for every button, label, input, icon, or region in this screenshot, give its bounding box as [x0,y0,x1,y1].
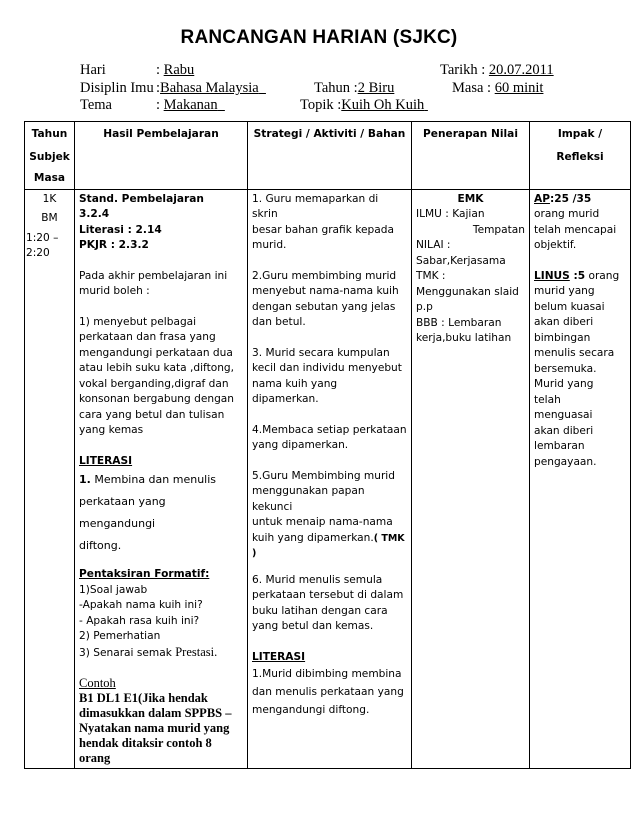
header-nilai: Penerapan Nilai [412,122,530,190]
impak-line: akan diberi [534,316,594,328]
pentaksiran-line: 1)Soal jawab [79,583,148,596]
activity-line: 2.Guru membimbing murid [252,269,397,282]
objective-line: perkataan dan frasa yang [79,331,216,343]
impak-line: murid yang [534,285,595,297]
std-title: Stand. Pembelajaran [79,192,204,205]
objective-line: vokal berganding,digraf dan [79,377,229,390]
header-tahun-subjek-masa [25,122,75,190]
pentaksiran-text-serif: Prestasi. [175,644,218,659]
objective-line: konsonan bergabung dengan [79,393,235,405]
contoh-line: orang [79,751,111,765]
pentaksiran-heading: Pentaksiran Formatif: [79,568,210,580]
header-impak-b: Refleksi [556,150,604,163]
nilai-line: Tempatan [472,223,525,236]
hari-row: : Rabu [156,62,195,78]
impak-line: akan diberi [534,424,594,437]
activity-text: kuih yang dipamerkan. [252,531,374,544]
disiplin-value: Bahasa Malaysia [160,80,259,96]
tahun-label: Tahun : [314,80,358,96]
impak-line: telah mencapai [534,223,617,236]
activity-line: 6. Murid menulis semula [252,573,383,586]
std-code: 3.2.4 [79,208,110,220]
objective-line: 1) menyebut pelbagai [79,315,197,328]
literasi-line: diftong. [79,539,122,552]
header-masa: Masa [33,172,66,184]
contoh-line: dimasukkan dalam SPPBS – [79,706,232,720]
subjek-value: BM [41,212,58,224]
activity-line: 4.Membaca setiap perkataan [252,423,407,436]
pentaksiran-text: 3) Senarai semak [79,646,176,659]
disiplin-label: Disiplin Imu [80,80,154,96]
ap-label: AP [534,192,550,205]
linus-label: LINUS [534,269,570,282]
activity-line: menyebut nama-nama kuih [252,285,399,297]
activity-line: yang dipamerkan. [252,439,349,451]
activity-line: 1. Guru memaparkan di skrin [252,192,379,220]
activity-line: dan menulis perkataan yang [252,686,404,698]
hari-label: Hari [80,62,106,78]
impak-line: objektif. [534,239,577,251]
header-impak-a: Impak / [557,128,603,140]
std-pkjr: PKJR : 2.3.2 [79,239,149,251]
table-header-row [25,122,631,190]
literasi-line [79,469,243,491]
objective-line: yang kemas [79,424,144,436]
tahun-row [314,80,394,97]
tarikh-label: Tarikh : [440,62,486,78]
impak-line: telah [534,393,561,406]
literasi-line: perkataan yang mengandungi [79,495,166,530]
nilai-line: NILAI : [416,239,451,251]
tema-row: : Makanan [156,97,218,113]
activity-line [252,531,407,562]
nilai-line: BBB : Lembaran [416,316,502,329]
activity-line: murid. [252,239,287,251]
linus-line [534,269,626,285]
pentaksiran-line: 2) Pemerhatian [79,630,161,642]
pentaksiran-line: -Apakah nama kuih ini? [79,599,203,611]
literasi-text: Membina dan menulis [90,473,217,486]
impak-line: lembaran [534,440,585,452]
objective-intro-2: murid boleh : [79,285,150,297]
header-subjek: Subjek [29,150,70,163]
nilai-line: Sabar,Kerjasama [416,254,506,267]
header-hasil: Hasil Pembelajaran [75,122,248,190]
masa-row [452,80,543,97]
impak-line: orang murid [534,208,600,220]
tema-label: Tema [80,97,112,113]
ap-line [534,192,626,208]
emk-heading: EMK [457,192,484,205]
tema-value: Makanan [163,97,218,113]
literasi-heading: LITERASI [252,650,306,663]
activity-line: 5.Guru Membimbing murid [252,469,395,482]
literasi-num: 1. [79,473,91,486]
activity-line: buku latihan dengan cara [252,604,388,617]
masa-label: Masa : [452,80,492,96]
activity-line: 1.Murid dibimbing membina [252,668,402,680]
activity-line: perkataan tersebut di dalam [252,589,404,601]
activity-line: yang betul dan kemas. [252,620,374,632]
tarikh-row [440,62,554,79]
cell-strategi-aktiviti [248,189,412,769]
activity-line: kecil dan individu menyebut [252,362,402,374]
header-tahun: Tahun [31,128,68,140]
cell-hasil-pembelajaran [75,189,248,769]
contoh-line: B1 DL1 E1(Jika hendak [79,691,208,705]
objective-intro: Pada akhir pembelajaran ini [79,269,228,282]
objective-line: atau lebih suku kata ,diftong, [79,362,235,374]
pentaksiran-line [79,645,243,662]
impak-line: belum kuasai [534,300,605,313]
impak-line: Murid yang [534,378,594,390]
hari-value: Rabu [163,62,195,78]
contoh-heading: Contoh [79,676,116,690]
masa-value: 60 minit [494,80,544,96]
nilai-line: TMK : [416,270,446,282]
page-title: RANCANGAN HARIAN (SJKC) [180,27,458,48]
header-strategi: Strategi / Aktiviti / Bahan [248,122,412,190]
cell-tahun-subjek-masa [25,189,75,769]
tmk-tag: ( TMK ) [252,532,405,559]
ap-value: :25 /35 [549,192,592,205]
header-impak [530,122,631,190]
topik-row [300,97,428,114]
nilai-line: ILMU : Kajian [416,208,485,220]
activity-line: besar bahan grafik kepada [252,223,394,236]
activity-line: mengandungi diftong. [252,704,370,716]
masa-start: 1:20 – [26,231,59,244]
activity-line: untuk menaip nama-nama [252,516,393,528]
activity-line: nama kuih yang dipamerkan. [252,377,338,405]
topik-value: Kuih Oh Kuih [341,97,425,113]
disiplin-row: :Bahasa Malaysia [156,80,259,96]
cell-impak-refleksi [530,189,631,769]
tahun-value: 2 Biru [357,80,395,96]
literasi-heading: LITERASI [79,454,133,467]
activity-line: 3. Murid secara kumpulan [252,346,390,359]
objective-line: cara yang betul dan tulisan [79,408,225,421]
pentaksiran-line: - Apakah rasa kuih ini? [79,614,200,627]
nilai-line: p.p [416,301,433,313]
impak-line: menulis secara [534,347,615,359]
lesson-plan-table [24,121,631,769]
table-row [25,189,631,769]
impak-line: bimbingan [534,331,591,344]
activity-line: dengan sebutan yang jelas [252,300,396,313]
impak-line: bersemuka. [534,362,597,375]
activity-line: dan betul. [252,316,306,328]
tarikh-value: 20.07.2011 [488,62,554,78]
std-literasi: Literasi : 2.14 [79,223,162,236]
linus-value: :5 [569,269,586,282]
activity-line: menggunakan papan kekunci [252,485,365,513]
topik-label: Topik : [300,97,342,113]
objective-line: mengandungi perkataan dua [79,346,233,359]
cell-penerapan-nilai [412,189,530,769]
nilai-line: Menggunakan slaid [416,285,519,298]
contoh-line: Nyatakan nama murid yang [79,721,230,735]
linus-text: orang [585,269,620,282]
impak-line: pengayaan. [534,455,597,468]
contoh-line: hendak ditaksir contoh 8 [79,736,212,750]
tahun-value: 1K [42,192,57,205]
impak-line: menguasai [534,409,593,421]
masa-end: 2:20 [26,247,50,259]
nilai-line: kerja,buku latihan [416,332,512,344]
